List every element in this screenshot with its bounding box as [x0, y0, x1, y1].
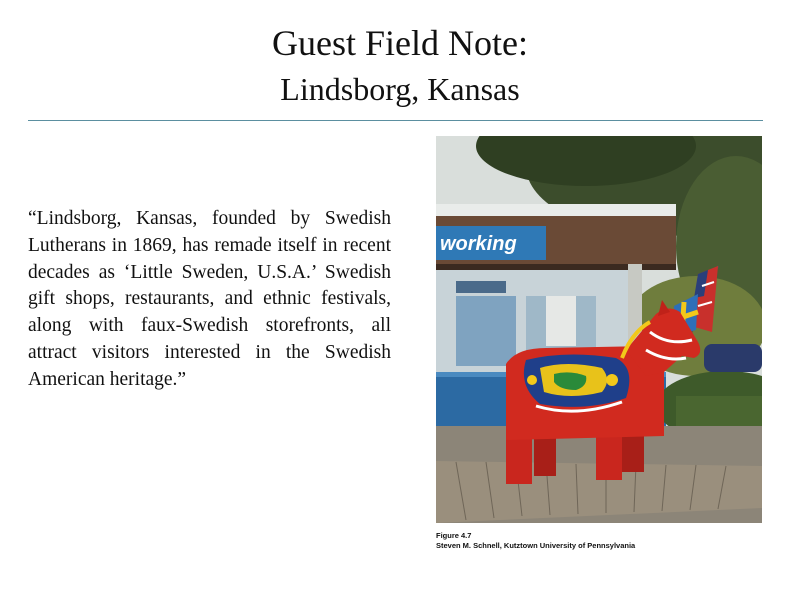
figure-caption	[436, 531, 776, 551]
quote-text: “Lindsborg, Kansas, founded by Swedish Lutherans in 1869, has remade itself in recent decades as ‘Little Sweden, U.S.A.’ Swedish gift shops, restaurants, and ethnic festivals, along with faux-Swedish storefronts, all attract visitors interested in the Swedish American heritage.”	[28, 208, 391, 390]
storefront-sign-text: working	[440, 233, 517, 255]
figure-credit: Steven M. Schnell, Kutztown University of Pennsylvania	[436, 541, 636, 550]
title-divider	[28, 120, 763, 121]
dala-horse-illustration	[436, 136, 762, 523]
figure-label: Figure 4.7	[436, 531, 472, 540]
page-title: Guest Field Note:	[272, 23, 528, 63]
dala-horse-photo	[436, 136, 762, 523]
page-subtitle: Lindsborg, Kansas	[280, 71, 520, 107]
